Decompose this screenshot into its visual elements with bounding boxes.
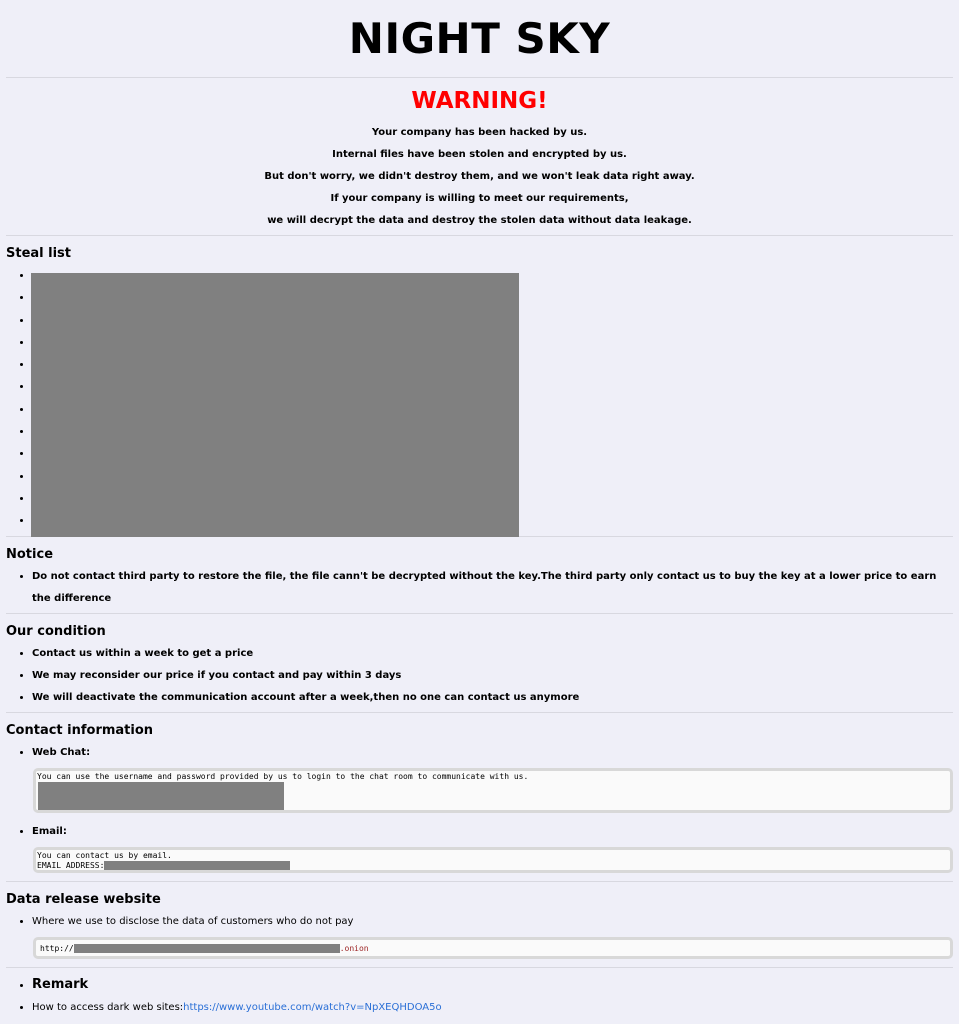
intro-line: Your company has been hacked by us. [371,127,588,138]
intro-line: If your company is willing to meet our requirements, [330,193,629,204]
condition-list [6,643,953,709]
intro-text [6,122,953,232]
redacted-block [38,782,284,810]
list-item: • We may reconsider our price if you contact and pay within 3 days [32,665,953,687]
divider [6,77,953,78]
remark-list [6,974,953,1019]
list-item: • Contact us within a week to get a price [32,643,953,665]
warning-heading: WARNING! [411,88,548,114]
remark-heading: Remark [32,976,89,992]
divider [6,235,953,236]
email-line2: EMAIL ADDRESS: [37,860,105,870]
url-prefix: http:// [40,943,74,953]
remark-item [32,997,953,1019]
list-item: • Do not contact third party to restore the file, the file cann't be decrypted without the key.The third party only contact us to buy the key at a lower price to earn the difference [32,566,953,610]
divider [6,712,953,713]
redacted-email [104,861,290,870]
divider [6,967,953,968]
notice-list [6,566,953,610]
divider [6,613,953,614]
email-box [33,847,953,873]
steal-list-heading: Steal list [6,246,72,261]
webchat-text: You can use the username and password provided by us to login to the chat room to communicate with us. [37,771,529,781]
remark-text: How to access dark web sites: [32,1001,184,1013]
email-label: • Email: [32,821,953,843]
release-item: • Where we use to disclose the data of customers who do not pay [32,911,953,933]
email-line1: You can contact us by email. [37,850,172,860]
remark-heading-item [32,974,953,997]
condition-heading: Our condition [6,623,106,639]
page-title: NIGHT SKY [348,14,611,63]
notice-heading: Notice [6,546,54,562]
webchat-box [33,768,953,813]
redacted-steal-list [31,273,519,537]
intro-line: we will decrypt the data and destroy the stolen data without data leakage. [267,215,692,226]
contact-list-email [6,821,953,843]
divider [6,881,953,882]
contact-list [6,742,953,764]
redacted-url [74,944,340,953]
intro-line: But don't worry, we didn't destroy them, and we won't leak data right away. [264,171,695,182]
url-suffix: .onion [339,943,369,953]
release-list [6,911,953,933]
release-url-box[interactable] [33,937,953,959]
webchat-label: • Web Chat: [32,742,953,764]
release-heading: Data release website [6,891,161,907]
contact-heading: Contact information [6,722,154,738]
intro-line: Internal files have been stolen and encrypted by us. [332,149,627,160]
remark-link[interactable]: https://www.youtube.com/watch?v=NpXEQHDOA5o [183,1001,442,1013]
list-item: • We will deactivate the communication account after a week,then no one can contact us anymore [32,687,953,709]
